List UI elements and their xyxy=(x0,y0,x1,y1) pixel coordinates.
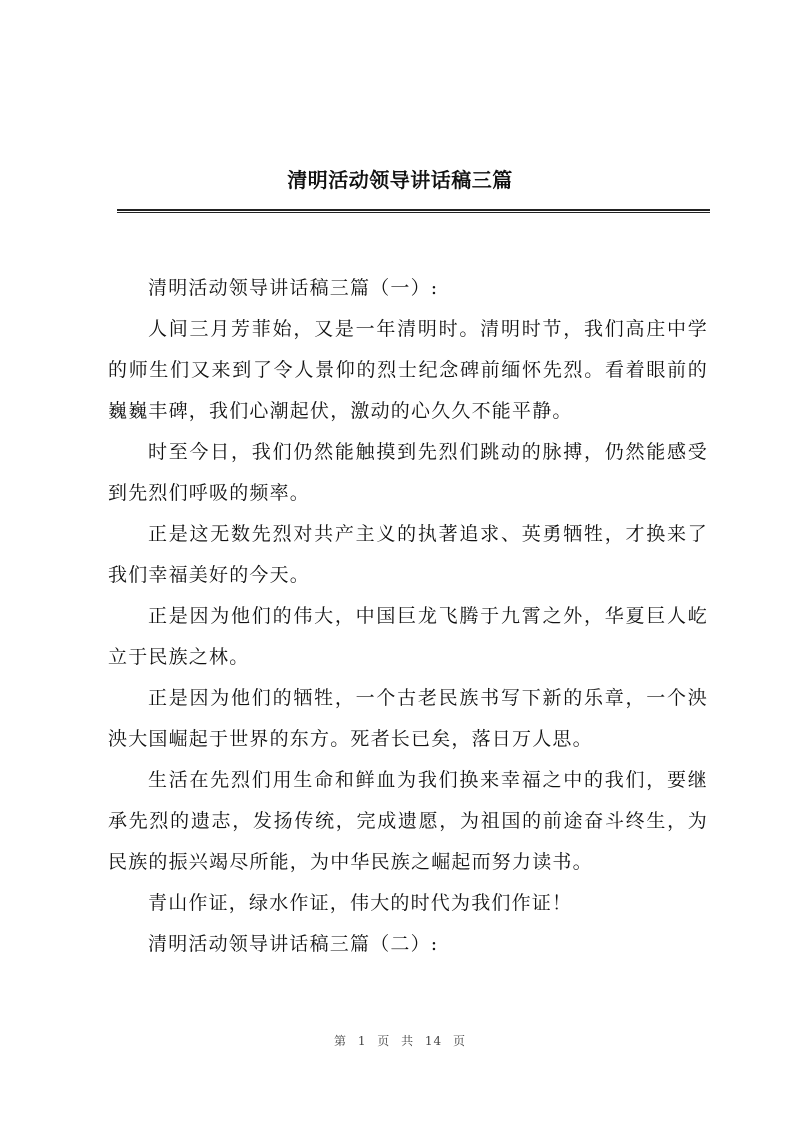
section-heading-2: 清明活动领导讲话稿三篇（二）: xyxy=(148,933,439,955)
paragraph: 正是这无数先烈对共产主义的执著追求、英勇牺牲，才换来了我们幸福美好的今天。 xyxy=(108,523,708,586)
page-number-footer: 第 1 页 共 14 页 xyxy=(334,1034,466,1048)
paragraph: 正是因为他们的伟大，中国巨龙飞腾于九霄之外，华夏巨人屹立于民族之林。 xyxy=(108,605,708,668)
page-title: 清明活动领导讲话稿三篇 xyxy=(287,168,513,192)
paragraph: 正是因为他们的牺牲，一个古老民族书写下新的乐章，一个泱泱大国崛起于世界的东方。死者长已矣，落日万人思。 xyxy=(108,687,708,750)
paragraph: 生活在先烈们用生命和鲜血为我们换来幸福之中的我们，要继承先烈的遗志，发扬传统，完成遗愿，为祖国的前途奋斗终生，为民族的振兴竭尽所能，为中华民族之崛起而努力读书。 xyxy=(108,769,708,873)
title-divider xyxy=(117,209,710,213)
section-heading-1: 清明活动领导讲话稿三篇（一）: xyxy=(148,277,439,299)
document-body xyxy=(108,268,708,965)
paragraph: 人间三月芳菲始，又是一年清明时。清明时节，我们高庄中学的师生们又来到了令人景仰的烈士纪念碑前缅怀先烈。看着眼前的巍巍丰碑，我们心潮起伏，激动的心久久不能平静。 xyxy=(108,318,708,422)
paragraph: 时至今日，我们仍然能触摸到先烈们跳动的脉搏，仍然能感受到先烈们呼吸的频率。 xyxy=(108,441,708,504)
paragraph: 青山作证，绿水作证，伟大的时代为我们作证！ xyxy=(148,892,573,914)
